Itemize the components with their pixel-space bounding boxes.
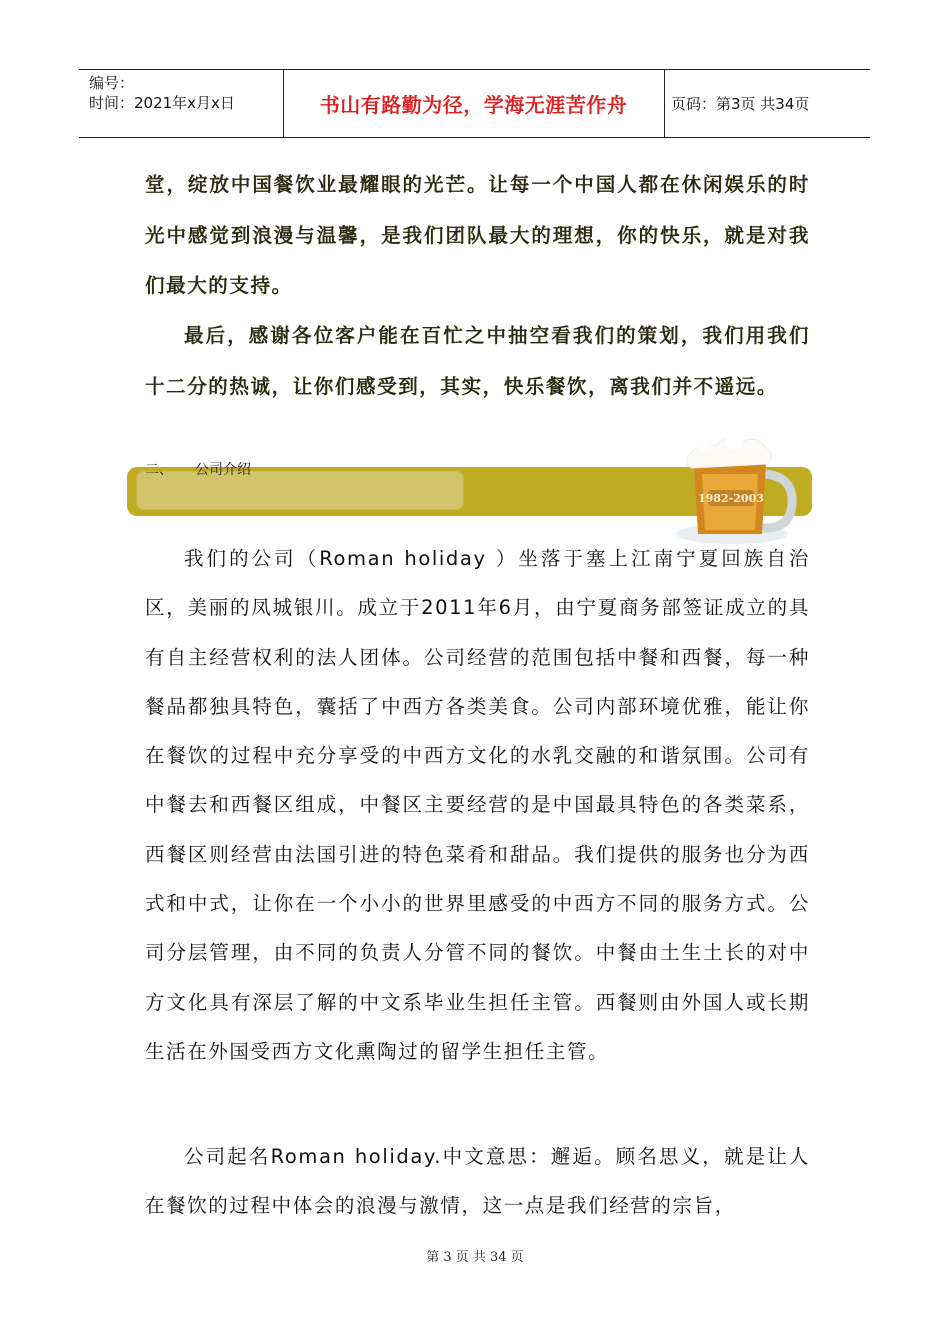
section-heading [145,459,251,479]
paragraph-continuation: 堂，绽放中国餐饮业最耀眼的光芒。让每一个中国人都在休闲娱乐的时光中感觉到浪漫与温馨，是我们团队最大的理想，你的快乐，就是对我们最大的支持。 [145,173,810,297]
paragraph-company-name: 公司起名Roman holiday.中文意思：邂逅。顾名思义，就是让人在餐饮的过程中体会的浪漫与激情，这一点是我们经营的宗旨， [145,1145,810,1218]
header-motto: 书山有路勤为径，学海无涯苦作舟 [319,93,628,117]
time-label: 时间：2021年x月x日 [89,94,235,112]
page-footer: 第 3 页 共 34 页 [426,1250,524,1265]
number-label: 编号： [89,74,135,92]
mug-label: 1982-2003 [698,492,764,505]
section-title: 公司介绍 [195,462,251,478]
header-page-info: 页码：第3页 共34页 [671,95,810,113]
section-number: 二、 [145,462,173,478]
header-divider [664,70,665,137]
paragraph-company-intro: 我们的公司（Roman holiday ）坐落于塞上江南宁夏回族自治区，美丽的凤城银川。成立于2011年6月，由宁夏商务部签证成立的具有自主经营权利的法人团体。公司经营的范围包括中餐和西餐，每一种餐品都独具特色，囊括了中西方各类美食。公司内部环境优雅，能让你在餐饮的过程中充分享受的中西方文化的水乳交融的和谐氛围。公司有中餐去和西餐区组成，中餐区主要经营的是中国最具特色的各类菜系，西餐区则经营由法国引进的特色菜肴和甜品。我们提供的服务也分为西式和中式，让你在一个小小的世界里感受的中西方不同的服务方式。公司分层管理，由不同的负责人分管不同的餐饮。中餐由土生土长的对中方文化具有深层了解的中文系毕业生担任主管。西餐则由外国人或长期生活在外国受西方文化熏陶过的留学生担任主管。 [145,547,810,1063]
page-header [79,69,870,138]
header-meta [89,73,235,113]
paragraph-closing: 最后，感谢各位客户能在百忙之中抽空看我们的策划，我们用我们十二分的热诚，让你们感受到，其实，快乐餐饮，离我们并不遥远。 [145,324,810,398]
beer-mug-icon [674,434,798,544]
